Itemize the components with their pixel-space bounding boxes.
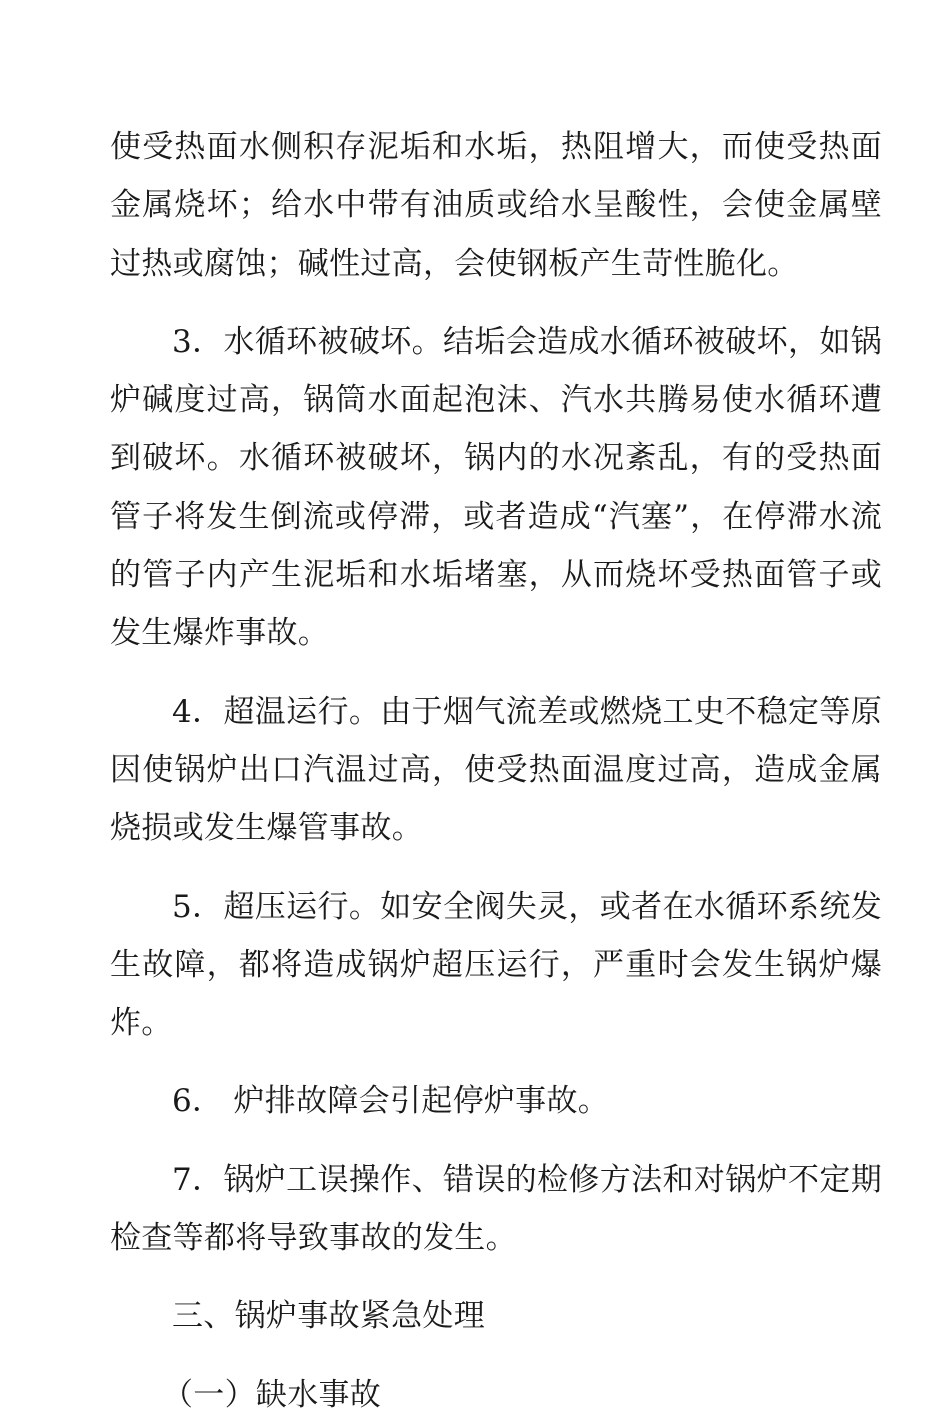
paragraph-continuation: 使受热面水侧积存泥垢和水垢，热阻增大，而使受热面金属烧坏；给水中带有油质或给水呈酸性，会使金属壁过热或腐蚀；碱性过高，会使钢板产生苛性脆化。 <box>110 129 882 282</box>
paragraph-item-7: 7．锅炉工误操作、错误的检修方法和对锅炉不定期检查等都将导致事故的发生。 <box>110 1161 882 1257</box>
paragraph-item-5: 5．超压运行。如安全阀失灵，或者在水循环系统发生故障，都将造成锅炉超压运行，严重时会发生锅炉爆炸。 <box>110 888 882 1042</box>
document-page <box>110 118 882 1424</box>
paragraph-item-6: 6． 炉排故障会引起停炉事故。 <box>172 1083 610 1120</box>
subsection-heading: （一）缺水事故 <box>162 1376 382 1413</box>
section-heading: 三、锅炉事故紧急处理 <box>172 1298 485 1335</box>
paragraph-item-4: 4．超温运行。由于烟气流差或燃烧工史不稳定等原因使锅炉出口汽温过高，使受热面温度过高，造成金属烧损或发生爆管事故。 <box>110 693 882 847</box>
paragraph-item-3: 3．水循环被破坏。结垢会造成水循环被破坏，如锅炉碱度过高，锅筒水面起泡沫、汽水共腾易使水循环遭到破坏。水循环被破坏，锅内的水况紊乱，有的受热面管子将发生倒流或停滞，或者造成“汽塞”，在停滞水流的管子内产生泥垢和水垢堵塞，从而烧坏受热面管子或发生爆炸事故。 <box>110 323 882 652</box>
